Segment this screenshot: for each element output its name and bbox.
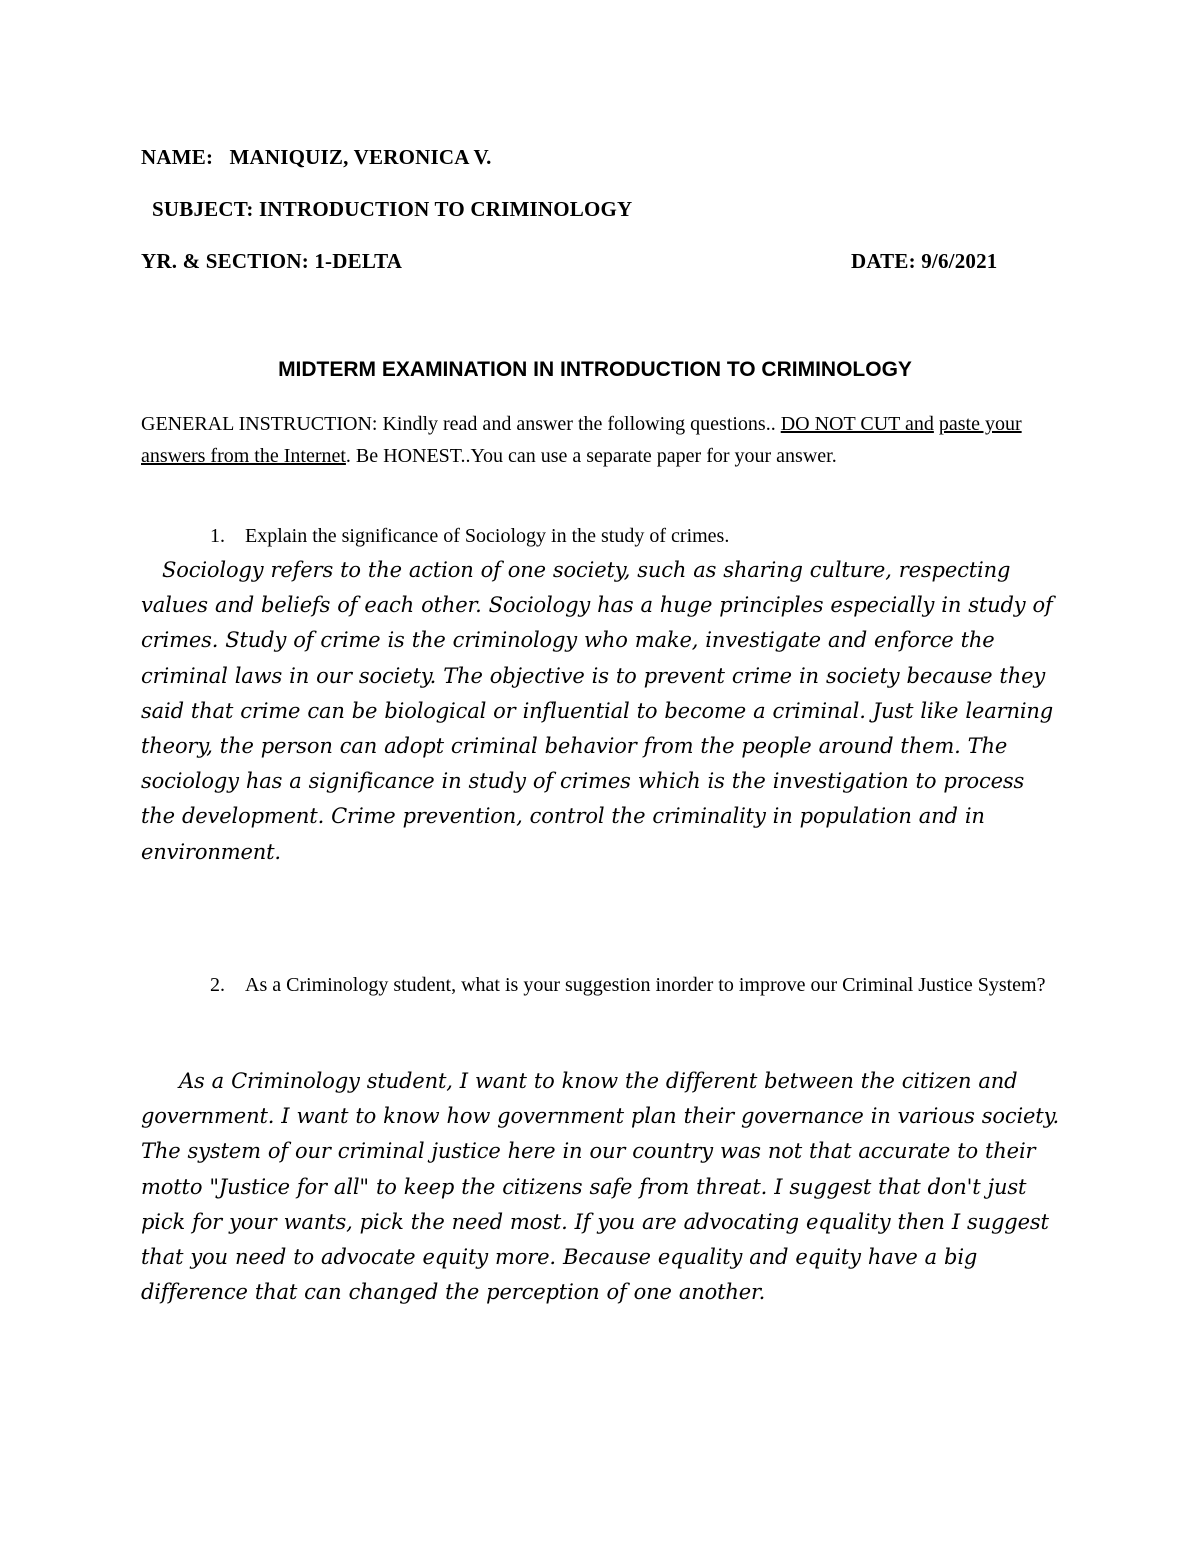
instruction-tail: . Be HONEST..You can use a separate paper for your answer. (345, 445, 837, 467)
general-instruction (141, 408, 1061, 472)
question-text: Explain the significance of Sociology in the study of crimes. (245, 525, 730, 547)
section-line (141, 249, 402, 274)
instruction-lead: GENERAL INSTRUCTION: Kindly read and answer the following questions.. (141, 413, 781, 435)
answer-2: As a Criminology student, I want to know the different between the citizen and government. I want to know how government plan their governance in various society. The system of our criminal justice here in our country was not that accurate to their motto "Justice for all" to keep the citizens safe from threat. I suggest that don't just pick for your wants, pick the need most. If you are advocating equality then I suggest that you need to advocate equity more. Because equality and equity have a big difference that can changed the perception of one another. (141, 1069, 1060, 1305)
section-value: 1-DELTA (314, 249, 403, 273)
instruction-underline-2: paste your answers from the Internet (141, 413, 1022, 467)
date-line (851, 249, 998, 274)
exam-title: MIDTERM EXAMINATION IN INTRODUCTION TO CRIMINOLOGY (278, 358, 912, 381)
subject-line (152, 197, 632, 222)
date-value: 9/6/2021 (921, 249, 998, 273)
name-label: NAME: (141, 145, 214, 169)
question-1 (210, 521, 1060, 552)
instruction-underline-1: DO NOT CUT and (780, 413, 934, 435)
section-label: YR. & SECTION: (141, 249, 309, 273)
question-number: 2. (210, 974, 225, 996)
name-line (141, 145, 492, 170)
subject-value: INTRODUCTION TO CRIMINOLOGY (259, 197, 633, 221)
question-text: As a Criminology student, what is your suggestion inorder to improve our Criminal Justice System? (245, 974, 1046, 996)
date-label: DATE: (851, 249, 916, 273)
subject-label: SUBJECT: (152, 197, 254, 221)
name-value: MANIQUIZ, VERONICA V. (229, 145, 492, 169)
answer-1: Sociology refers to the action of one society, such as sharing culture, respecting values and beliefs of each other. Sociology has a huge principles especially in study of crimes. Study of crime is the criminology who make, investigate and enforce the criminal laws in our society. The objective is to prevent crime in society because they said that crime can be biological or influential to become a criminal. Just like learning theory, the person can adopt criminal behavior from the people around them. The sociology has a significance in study of crimes which is the investigation to process the development. Crime prevention, control the criminality in population and in environment. (141, 558, 1054, 864)
question-2 (210, 970, 1060, 1001)
question-number: 1. (210, 525, 225, 547)
